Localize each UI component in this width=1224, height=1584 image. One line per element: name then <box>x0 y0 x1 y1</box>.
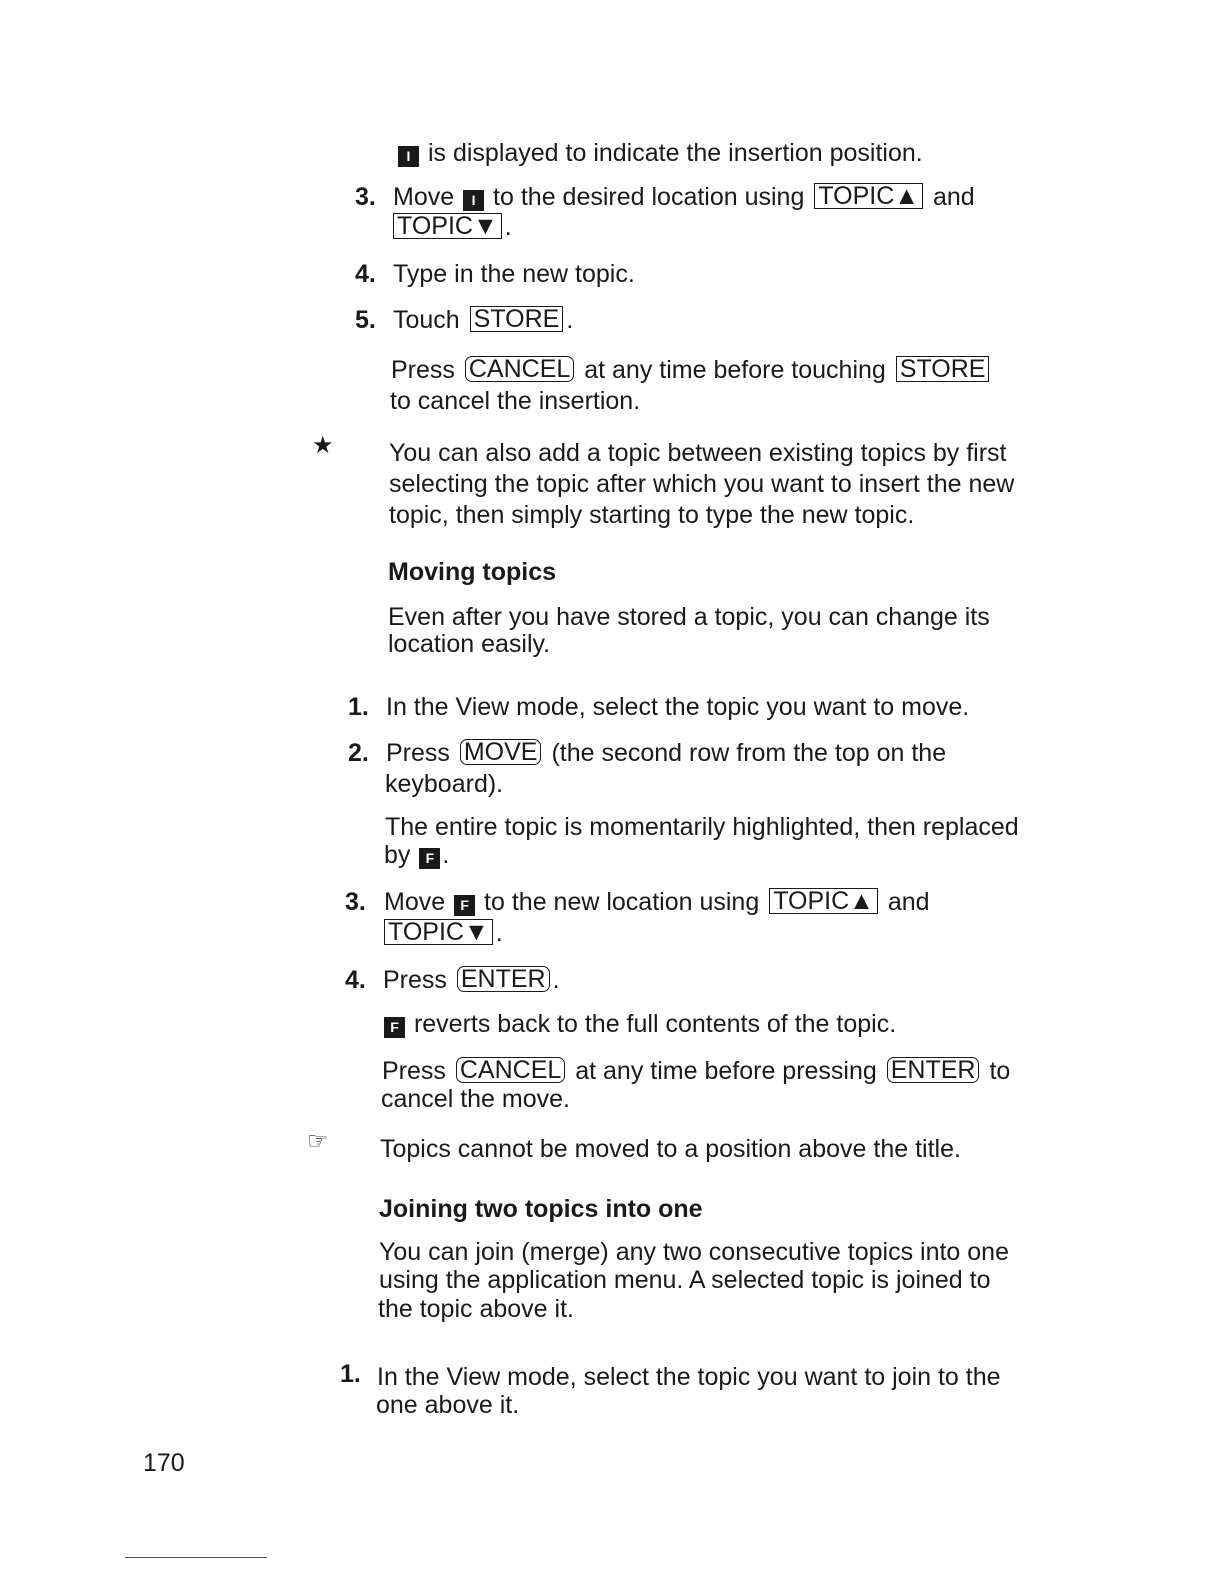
insertion-marker-icon: I <box>463 190 484 211</box>
step-number: 4. <box>355 260 376 288</box>
topic-down-key: TOPIC▼ <box>384 919 493 945</box>
joining-step1-line1: In the View mode, select the topic you want to join to the <box>377 1363 1001 1391</box>
full-topic-marker-icon: F <box>419 848 440 869</box>
tip-line2: selecting the topic after which you want to insert the new <box>389 470 1015 498</box>
cancel-key: CANCEL <box>456 1057 565 1083</box>
step-number: 3. <box>345 888 366 916</box>
moving-step2-line1: Press MOVE (the second row from the top on the <box>386 738 947 767</box>
moving-step4: Press ENTER . <box>383 965 560 994</box>
moving-intro-line2: location easily. <box>388 630 551 658</box>
page-number: 170 <box>143 1449 185 1477</box>
note-pointing-hand-icon: ☞ <box>307 1128 329 1155</box>
joining-line1: You can join (merge) any two consecutive topics into one <box>379 1238 1009 1266</box>
insertion-marker-icon: I <box>398 146 419 167</box>
joining-step1-line2: one above it. <box>376 1391 520 1419</box>
moving-cancel-note-line2: cancel the move. <box>381 1085 570 1113</box>
topic-down-key: TOPIC▼ <box>393 213 502 239</box>
store-key: STORE <box>896 356 990 382</box>
step-number: 3. <box>355 183 376 211</box>
insert-step4: Type in the new topic. <box>393 260 635 288</box>
full-topic-marker-icon: F <box>384 1017 405 1038</box>
step-number: 4. <box>345 966 366 994</box>
moving-step3-line1: Move F to the new location using TOPIC▲ and <box>384 887 930 916</box>
joining-heading: Joining two topics into one <box>379 1195 703 1223</box>
step-number: 1. <box>348 693 369 721</box>
moving-step1: In the View mode, select the topic you want to move. <box>386 693 970 721</box>
move-key: MOVE <box>460 739 542 765</box>
footer-rule <box>125 1557 267 1558</box>
moving-note: Topics cannot be moved to a position above the title. <box>380 1135 961 1163</box>
insert-step3-line1: Move I to the desired location using TOPIC▲ and <box>393 182 975 211</box>
topic-up-key: TOPIC▲ <box>769 888 878 914</box>
cancel-key: CANCEL <box>465 356 574 382</box>
insert-step3-line2: TOPIC▼ . <box>390 212 512 243</box>
insert-intro-line: I is displayed to indicate the insertion position. <box>396 138 923 169</box>
moving-cancel-note-line1: Press CANCEL at any time before pressing ENTER to <box>382 1056 1011 1085</box>
insert-step5: Touch STORE . <box>393 305 574 334</box>
moving-step2-result1: The entire topic is momentarily highlighted, then replaced <box>385 813 1019 841</box>
moving-reverts: F reverts back to the full contents of the topic. <box>382 1009 896 1040</box>
tip-star-icon: ★ <box>312 432 334 459</box>
insert-cancel-note-line1: Press CANCEL at any time before touching STORE <box>391 355 992 386</box>
enter-key: ENTER <box>887 1057 980 1083</box>
full-topic-marker-icon: F <box>454 895 475 916</box>
step-number: 5. <box>355 306 376 334</box>
tip-line1: You can also add a topic between existing topics by first <box>389 439 1007 467</box>
moving-intro-line1: Even after you have stored a topic, you can change its <box>388 603 990 631</box>
moving-topics-heading: Moving topics <box>388 558 557 586</box>
joining-line3: the topic above it. <box>378 1295 574 1323</box>
moving-step3-line2: TOPIC▼ . <box>381 918 503 949</box>
enter-key: ENTER <box>457 966 550 992</box>
insert-cancel-note-line2: to cancel the insertion. <box>390 387 641 415</box>
store-key: STORE <box>470 306 564 332</box>
joining-line2: using the application menu. A selected topic is joined to <box>379 1266 991 1294</box>
tip-line3: topic, then simply starting to type the new topic. <box>389 501 915 529</box>
moving-step2-result2: by F . <box>384 841 450 869</box>
moving-step2-line2: keyboard). <box>385 770 504 798</box>
topic-up-key: TOPIC▲ <box>814 183 923 209</box>
step-number: 2. <box>348 739 369 767</box>
step-number: 1. <box>340 1360 361 1388</box>
